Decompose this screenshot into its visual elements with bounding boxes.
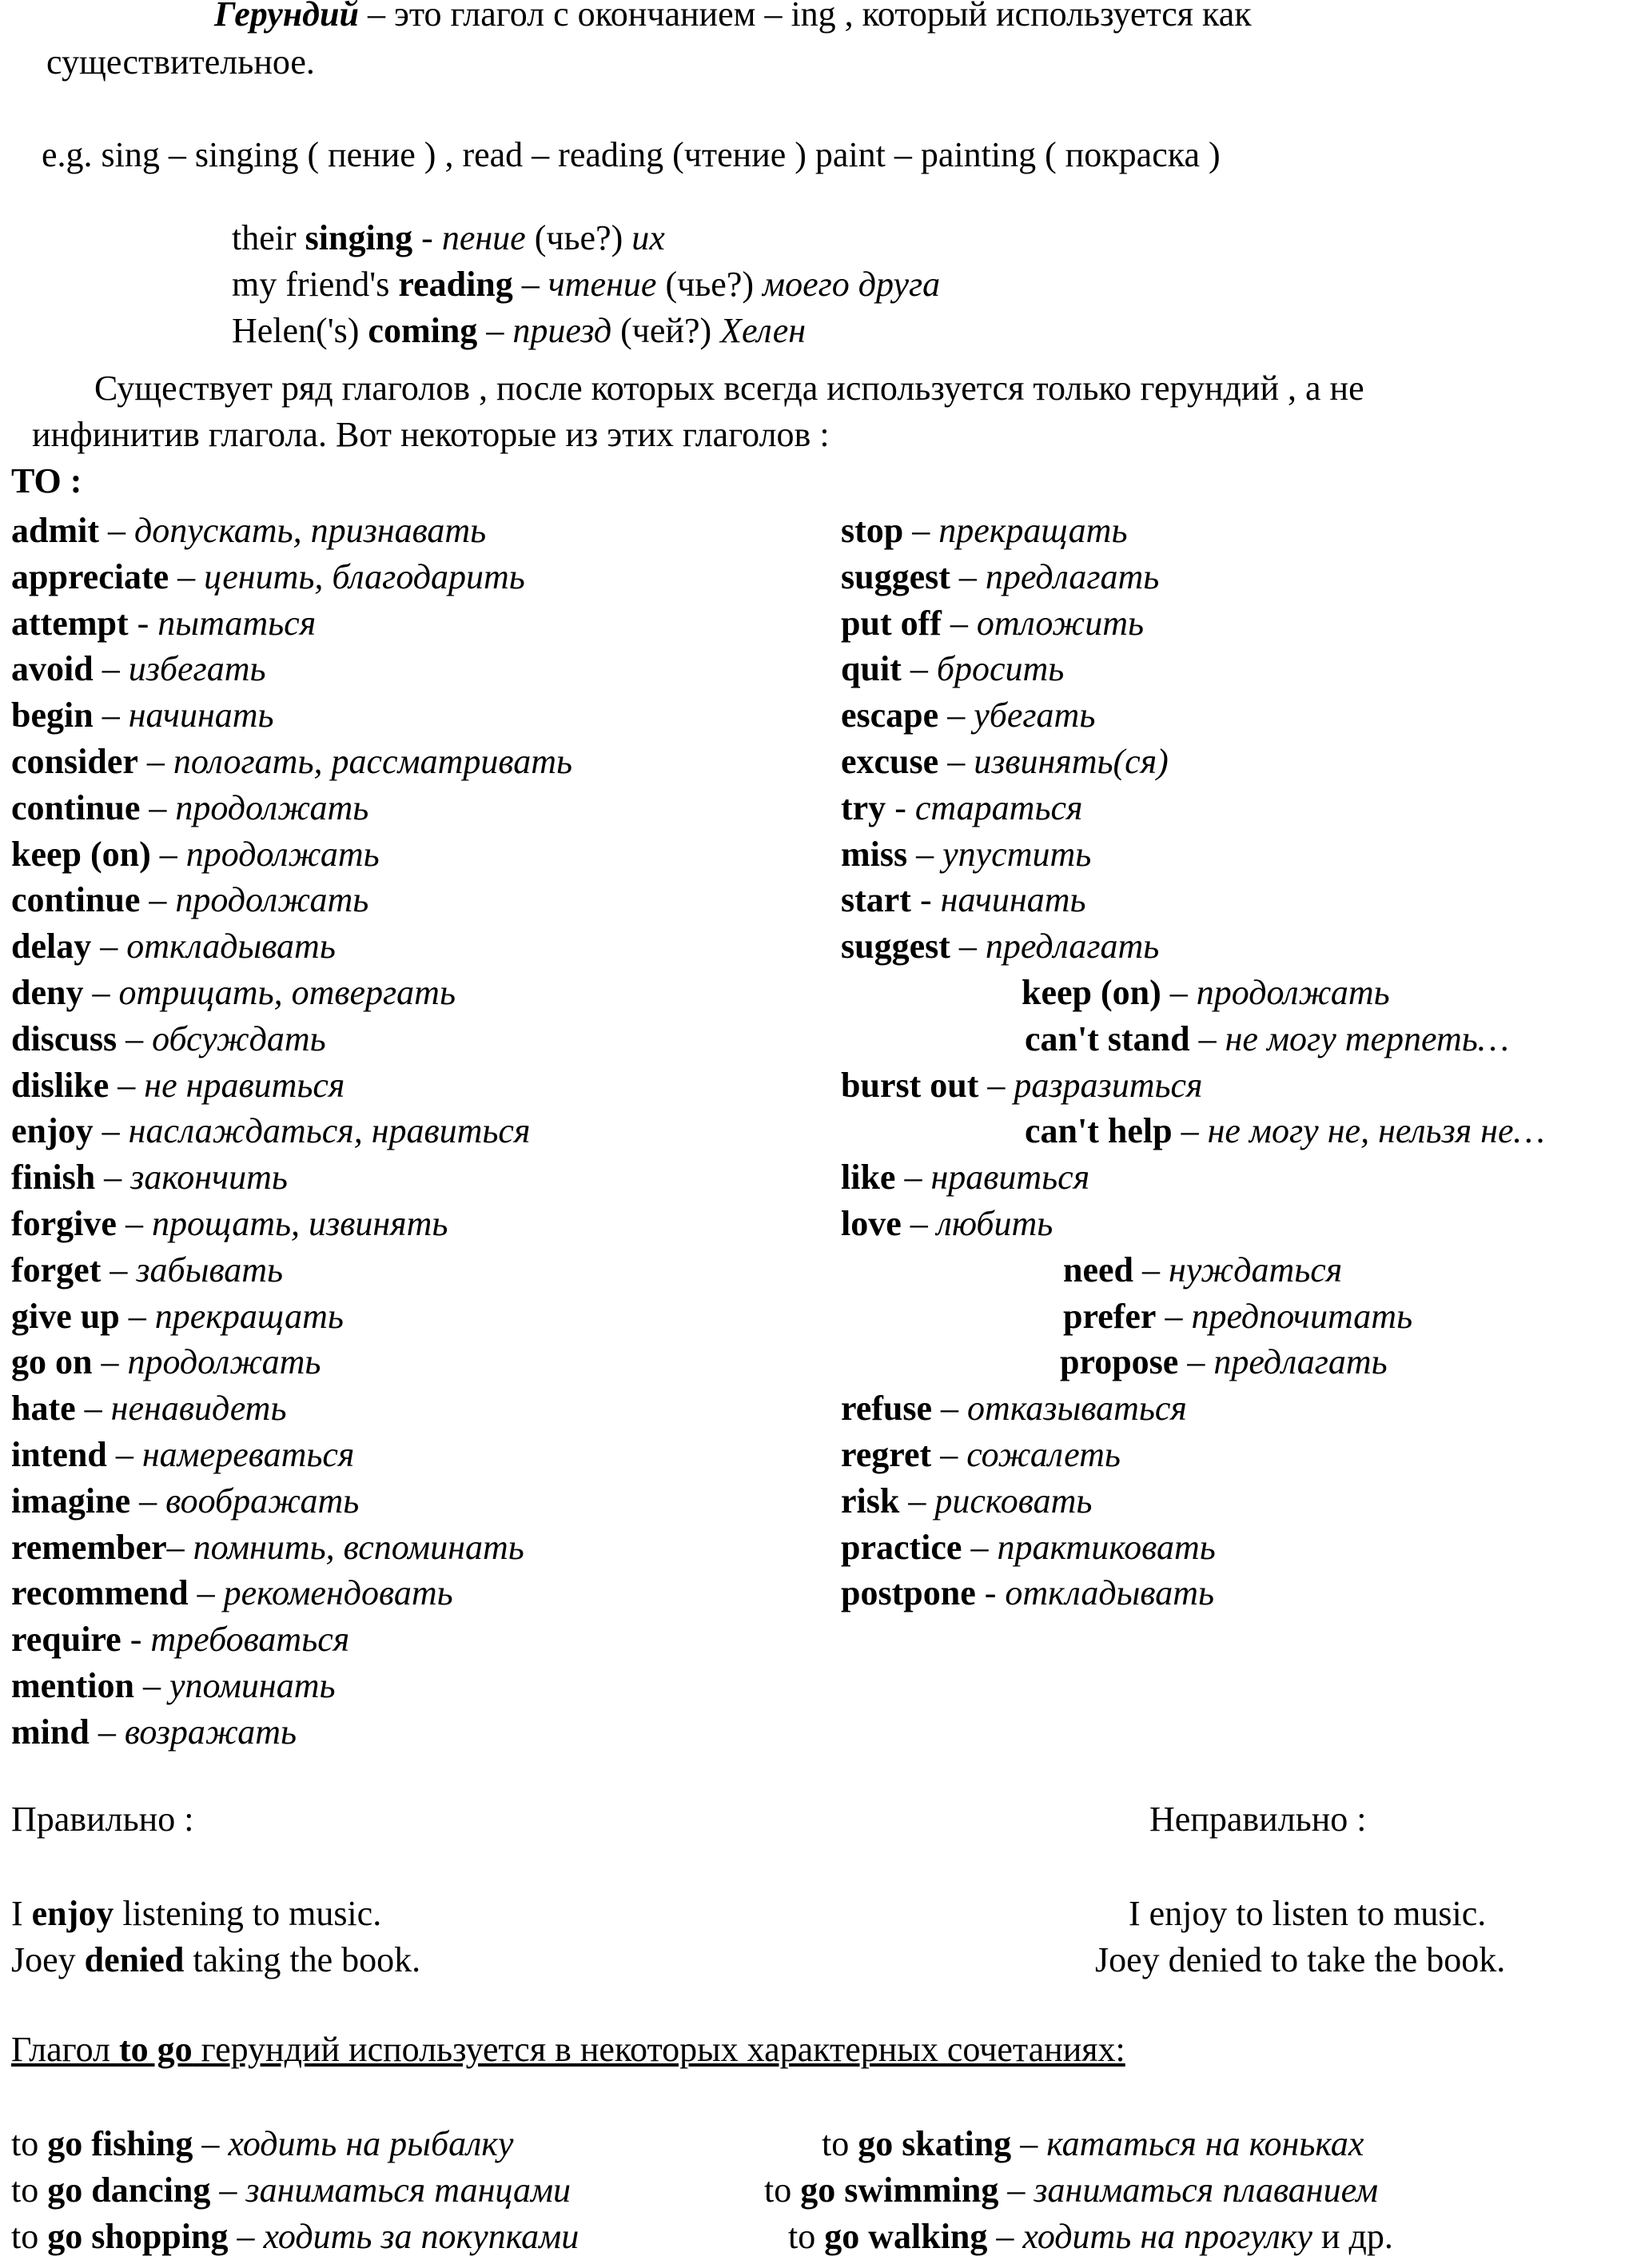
verb-en: escape (841, 696, 939, 735)
verb-en: admit (11, 511, 99, 550)
ce2-verb: denied (84, 1940, 185, 1979)
verb-en: practice (841, 1528, 962, 1567)
para-line-2: инфинитив глагола. Вот некоторые из этих глаголов : (32, 415, 830, 454)
verb-sep: – (93, 649, 129, 688)
verb-row (841, 1203, 1053, 1246)
verb-ru: предпочитать (1191, 1297, 1413, 1336)
go-gerund: shopping (91, 2217, 229, 2256)
verb-row (11, 1481, 359, 1523)
verb-ru: пологать, рассматривать (173, 742, 572, 781)
possessive-pre: their (232, 218, 305, 257)
verb-ru: не могу терпеть… (1225, 1019, 1509, 1058)
verb-sep: – (962, 1528, 998, 1567)
possessive-whose: моего друга (763, 265, 941, 304)
go-gerund: dancing (91, 2170, 211, 2210)
verb-ru: избегать (128, 649, 266, 688)
verb-ru: убегать (974, 696, 1096, 735)
verb-sep: – (1172, 1111, 1208, 1150)
verb-ru: намереваться (141, 1435, 355, 1474)
verb-row (11, 556, 525, 599)
verb-row (11, 1110, 530, 1153)
verb-row (11, 1250, 283, 1292)
verb-row (11, 695, 274, 737)
go-go: go (858, 2124, 902, 2163)
verb-row (11, 926, 336, 968)
verb-row (11, 1572, 453, 1615)
verb-sep: – (130, 1481, 166, 1521)
verb-sep: – (95, 1158, 131, 1197)
examples-line (42, 134, 1221, 177)
verb-en: propose (1060, 1342, 1179, 1381)
verb-en: refuse (841, 1389, 933, 1428)
verb-en: suggest (841, 557, 950, 596)
examples-text: sing – singing ( пение ) , read – reading (чтение ) paint – painting ( покраска ) (101, 135, 1221, 174)
go-heading-bold: to go (118, 2030, 193, 2069)
verb-row (11, 1296, 344, 1338)
verb-ru: разразиться (1014, 1066, 1203, 1105)
go-row (788, 2216, 1393, 2258)
verb-row (1063, 1250, 1342, 1292)
verb-row (1025, 1018, 1509, 1061)
verb-en: keep (on) (1022, 973, 1161, 1012)
verb-ru: начинать (940, 880, 1086, 919)
verb-ru: отложить (976, 604, 1145, 643)
correct-example-2 (11, 1939, 420, 1982)
possessive-gerund: singing (305, 218, 413, 257)
verb-row (1025, 1110, 1545, 1153)
verb-en: dislike (11, 1066, 110, 1105)
go-translation: кататься на коньках (1046, 2124, 1364, 2163)
possessive-question: (чей?) (611, 311, 721, 350)
verb-ru: бросить (936, 649, 1065, 688)
verb-sep: – (188, 1573, 224, 1612)
go-translation: заниматься танцами (245, 2170, 572, 2210)
go-to: to (764, 2170, 801, 2210)
verb-row (11, 510, 486, 552)
verb-sep: – (932, 1389, 968, 1428)
verb-row (11, 1434, 354, 1477)
verb-sep: – (1189, 1019, 1225, 1058)
verb-sep: – (166, 1528, 193, 1567)
correct-header: Правильно : (11, 1800, 194, 1839)
possessive-sep: – (512, 265, 548, 304)
verb-row (11, 648, 266, 691)
verb-en: start (841, 880, 911, 919)
verb-row (841, 1434, 1121, 1477)
verb-ru: нравиться (930, 1158, 1090, 1197)
verb-row (841, 1157, 1089, 1199)
ce1-pre: I (11, 1894, 32, 1933)
verb-en: attempt (11, 604, 129, 643)
verb-ru: обсуждать (152, 1019, 326, 1058)
verb-en: remember (11, 1528, 167, 1567)
verb-row (11, 972, 456, 1014)
verb-sep: – (101, 1250, 137, 1289)
go-dash: – (210, 2170, 246, 2210)
verb-row (841, 1065, 1203, 1107)
verb-en: deny (11, 973, 84, 1012)
intro-line1-text: – это глагол с окончанием – ing , который используется как (358, 0, 1252, 34)
verb-en: can't help (1025, 1111, 1173, 1150)
ce2-pre: Joey (11, 1940, 85, 1979)
go-go: go (800, 2170, 845, 2210)
verb-sep: – (978, 1066, 1014, 1105)
go-dash: – (193, 2124, 229, 2163)
verb-ru: требоваться (150, 1620, 350, 1659)
possessive-row (232, 217, 665, 260)
verb-en: need (1063, 1250, 1133, 1289)
verb-ru: прекращать (154, 1297, 344, 1336)
verb-ru: ненавидеть (110, 1389, 287, 1428)
verb-en: suggest (841, 927, 950, 966)
go-to: to (11, 2124, 48, 2163)
possessive-whose: их (631, 218, 665, 257)
go-gerund: walking (868, 2217, 988, 2256)
verb-en: regret (841, 1435, 932, 1474)
possessive-pre: my friend's (232, 265, 399, 304)
verb-en: finish (11, 1158, 96, 1197)
verb-row (1022, 972, 1390, 1014)
go-go: go (47, 2124, 92, 2163)
verb-ru: помнить, вспоминать (193, 1528, 524, 1567)
verb-row (11, 1527, 524, 1569)
intro-line-2: существительное. (46, 42, 315, 82)
verb-en: risk (841, 1481, 900, 1521)
verb-sep: – (99, 511, 134, 550)
verb-en: postpone (841, 1573, 976, 1612)
para-line-1: Существует ряд глаголов , после которых всегда используется только герундий , а не (94, 369, 1364, 408)
verb-row (841, 695, 1095, 737)
verb-row (841, 879, 1086, 922)
verb-sep: – (140, 788, 176, 827)
go-dash: – (228, 2217, 264, 2256)
go-row (11, 2216, 579, 2258)
go-section-heading (11, 2029, 1125, 2071)
verb-sep: – (901, 1204, 937, 1243)
possessive-question: (чье?) (525, 218, 632, 257)
verb-ru: извинять(ся) (974, 742, 1169, 781)
verb-en: begin (11, 696, 94, 735)
verb-sep: – (106, 1435, 142, 1474)
verb-row (841, 1527, 1216, 1569)
verb-sep: - (910, 880, 941, 919)
verb-en: prefer (1063, 1297, 1157, 1336)
verb-en: love (841, 1204, 902, 1243)
go-translation: ходить на прогулку (1022, 2217, 1312, 2256)
verb-en: go on (11, 1342, 93, 1381)
verb-ru: стараться (914, 788, 1083, 827)
verb-en: give up (11, 1297, 120, 1336)
verb-ru: отказываться (967, 1389, 1187, 1428)
verb-ru: возражать (124, 1712, 297, 1752)
go-row (764, 2170, 1378, 2212)
verb-ru: откладывать (126, 927, 336, 966)
verb-en: discuss (11, 1019, 117, 1058)
verb-en: miss (841, 835, 908, 874)
ce1-verb: enjoy (31, 1894, 114, 1933)
verb-sep: – (117, 1019, 153, 1058)
intro-line-1 (214, 0, 1252, 36)
go-go: go (824, 2217, 869, 2256)
verb-sep: – (89, 1712, 125, 1752)
verb-en: put off (841, 604, 942, 643)
verb-ru: закончить (130, 1158, 288, 1197)
verb-ru: прекращать (938, 511, 1128, 550)
verb-en: continue (11, 880, 141, 919)
verb-row (841, 787, 1082, 830)
go-go: go (47, 2170, 92, 2210)
verb-sep: – (901, 649, 937, 688)
verb-sep: - (121, 1620, 151, 1659)
verb-ru: упоминать (169, 1666, 336, 1705)
go-gerund: fishing (91, 2124, 193, 2163)
verb-sep: – (938, 742, 974, 781)
verb-ru: продолжать (175, 880, 369, 919)
possessive-translation: чтение (548, 265, 657, 304)
verb-ru: предлагать (985, 927, 1160, 966)
verb-en: imagine (11, 1481, 131, 1521)
verb-ru: любить (936, 1204, 1053, 1243)
verb-sep: – (109, 1066, 145, 1105)
possessive-pre: Helen('s) (232, 311, 368, 350)
verb-row (841, 1481, 1092, 1523)
verb-en: excuse (841, 742, 939, 781)
possessive-sep: – (477, 311, 513, 350)
verb-sep: – (93, 696, 129, 735)
verb-en: mind (11, 1712, 90, 1752)
verb-row (1060, 1341, 1388, 1384)
verb-ru: допускать, признавать (134, 511, 487, 550)
verb-en: forgive (11, 1204, 117, 1243)
verb-sep: – (903, 511, 939, 550)
ce1-rest: listening to music. (114, 1894, 382, 1933)
go-translation: ходить за покупками (263, 2217, 580, 2256)
incorrect-example-1: I enjoy to listen to music. (1129, 1894, 1487, 1933)
ce2-rest: taking the book. (184, 1940, 421, 1979)
verb-row (11, 1665, 336, 1708)
verb-ru: прощать, извинять (151, 1204, 448, 1243)
verb-row (11, 1203, 448, 1246)
go-row (11, 2123, 513, 2166)
verb-row (841, 510, 1127, 552)
verb-sep: – (75, 1389, 111, 1428)
verb-ru: пытаться (157, 604, 317, 643)
verb-sep: – (1178, 1342, 1214, 1381)
go-tail: и др. (1312, 2217, 1393, 2256)
verb-row (11, 1157, 288, 1199)
verb-ru: продолжать (127, 1342, 321, 1381)
verb-sep: – (119, 1297, 155, 1336)
go-translation: ходить на рыбалку (228, 2124, 514, 2163)
verb-sep: - (886, 788, 915, 827)
verb-row (841, 603, 1144, 645)
verb-en: try (841, 788, 886, 827)
verb-row (11, 879, 368, 922)
go-to: to (788, 2217, 825, 2256)
verb-en: enjoy (11, 1111, 94, 1150)
verb-en: can't stand (1025, 1019, 1190, 1058)
verb-sep: – (907, 835, 943, 874)
verb-en: appreciate (11, 557, 169, 596)
verb-row (11, 1712, 297, 1754)
verb-sep: – (169, 557, 205, 596)
verb-ru: рисковать (934, 1481, 1093, 1521)
go-translation: заниматься плаванием (1034, 2170, 1379, 2210)
go-to: to (11, 2170, 48, 2210)
verb-en: continue (11, 788, 141, 827)
correct-example-1 (11, 1893, 381, 1935)
verb-ru: упустить (942, 835, 1092, 874)
verb-ru: отрицать, отвергать (118, 973, 456, 1012)
intro-term: Герундий (214, 0, 359, 34)
verb-ru: предлагать (985, 557, 1160, 596)
verb-ru: воображать (165, 1481, 360, 1521)
verb-sep: - (128, 604, 158, 643)
to-label: TO : (11, 461, 82, 500)
verb-sep: – (938, 696, 974, 735)
verb-sep: – (931, 1435, 967, 1474)
verb-ru: продолжать (175, 788, 369, 827)
verb-ru: нуждаться (1169, 1250, 1343, 1289)
verb-en: keep (on) (11, 835, 151, 874)
verb-sep: – (93, 1111, 129, 1150)
verb-ru: начинать (128, 696, 274, 735)
verb-ru: не могу не, нельзя не… (1207, 1111, 1545, 1150)
verb-ru: сожалеть (966, 1435, 1121, 1474)
go-dash: – (1011, 2124, 1047, 2163)
verb-en: forget (11, 1250, 102, 1289)
verb-row (11, 1619, 349, 1661)
go-dash: – (998, 2170, 1034, 2210)
verb-row (841, 834, 1091, 876)
go-to: to (822, 2124, 858, 2163)
verb-ru: продолжать (1196, 973, 1390, 1012)
verb-sep: – (91, 927, 127, 966)
go-go: go (47, 2217, 92, 2256)
verb-sep: – (1133, 1250, 1169, 1289)
verb-row (841, 1572, 1214, 1615)
go-gerund: skating (902, 2124, 1012, 2163)
verb-en: intend (11, 1435, 107, 1474)
possessive-gerund: coming (368, 311, 478, 350)
possessive-gerund: reading (398, 265, 513, 304)
verb-en: require (11, 1620, 121, 1659)
verb-row (1063, 1296, 1412, 1338)
verb-ru: наслаждаться, нравиться (128, 1111, 531, 1150)
verb-ru: рекомендовать (223, 1573, 453, 1612)
verb-row (11, 741, 572, 783)
verb-row (11, 1018, 326, 1061)
verb-sep: – (899, 1481, 935, 1521)
verb-sep: – (150, 835, 186, 874)
verb-sep: – (140, 880, 176, 919)
possessive-translation: пение (441, 218, 526, 257)
verb-row (841, 556, 1159, 599)
verb-sep: – (950, 927, 986, 966)
verb-sep: – (92, 1342, 128, 1381)
verb-ru: откладывать (1005, 1573, 1214, 1612)
verb-row (11, 1388, 286, 1430)
verb-row (841, 926, 1159, 968)
verb-row (841, 1388, 1187, 1430)
verb-sep: - (975, 1573, 1006, 1612)
verb-ru: ценить, благодарить (204, 557, 525, 596)
verb-sep: – (137, 742, 173, 781)
verb-en: delay (11, 927, 92, 966)
verb-en: consider (11, 742, 138, 781)
verb-en: stop (841, 511, 904, 550)
verb-en: recommend (11, 1573, 189, 1612)
verb-en: burst out (841, 1066, 979, 1105)
examples-prefix: e.g. (42, 135, 102, 174)
possessive-row (232, 264, 940, 306)
verb-en: hate (11, 1389, 76, 1428)
verb-row (841, 648, 1064, 691)
verb-row (11, 603, 316, 645)
possessive-question: (чье?) (656, 265, 763, 304)
verb-row (841, 741, 1169, 783)
possessive-translation: приезд (512, 311, 612, 350)
verb-ru: продолжать (185, 835, 380, 874)
possessive-whose: Хелен (720, 311, 807, 350)
go-row (11, 2170, 571, 2212)
possessive-row (232, 310, 806, 353)
go-gerund: swimming (844, 2170, 999, 2210)
verb-row (11, 1065, 345, 1107)
verb-sep: – (950, 557, 986, 596)
verb-sep: – (134, 1666, 169, 1705)
incorrect-example-2: Joey denied to take the book. (1095, 1940, 1506, 1979)
verb-sep: – (1161, 973, 1197, 1012)
go-heading-post: герундий используется в некоторых характерных сочетаниях: (192, 2030, 1125, 2069)
verb-en: quit (841, 649, 902, 688)
incorrect-header: Неправильно : (1149, 1800, 1367, 1839)
verb-sep: – (1156, 1297, 1192, 1336)
verb-row (11, 787, 368, 830)
go-row (822, 2123, 1364, 2166)
possessive-sep: - (412, 218, 442, 257)
verb-en: avoid (11, 649, 94, 688)
go-to: to (11, 2217, 48, 2256)
verb-ru: не нравиться (144, 1066, 345, 1105)
verb-ru: предлагать (1213, 1342, 1388, 1381)
verb-sep: – (941, 604, 977, 643)
verb-en: like (841, 1158, 896, 1197)
verb-row (11, 834, 380, 876)
verb-row (11, 1341, 321, 1384)
verb-sep: – (83, 973, 119, 1012)
go-heading-pre: Глагол (11, 2030, 119, 2069)
verb-en: mention (11, 1666, 134, 1705)
go-dash: – (987, 2217, 1023, 2256)
verb-ru: забывать (136, 1250, 284, 1289)
verb-sep: – (116, 1204, 152, 1243)
verb-ru: практиковать (997, 1528, 1216, 1567)
verb-sep: – (895, 1158, 931, 1197)
